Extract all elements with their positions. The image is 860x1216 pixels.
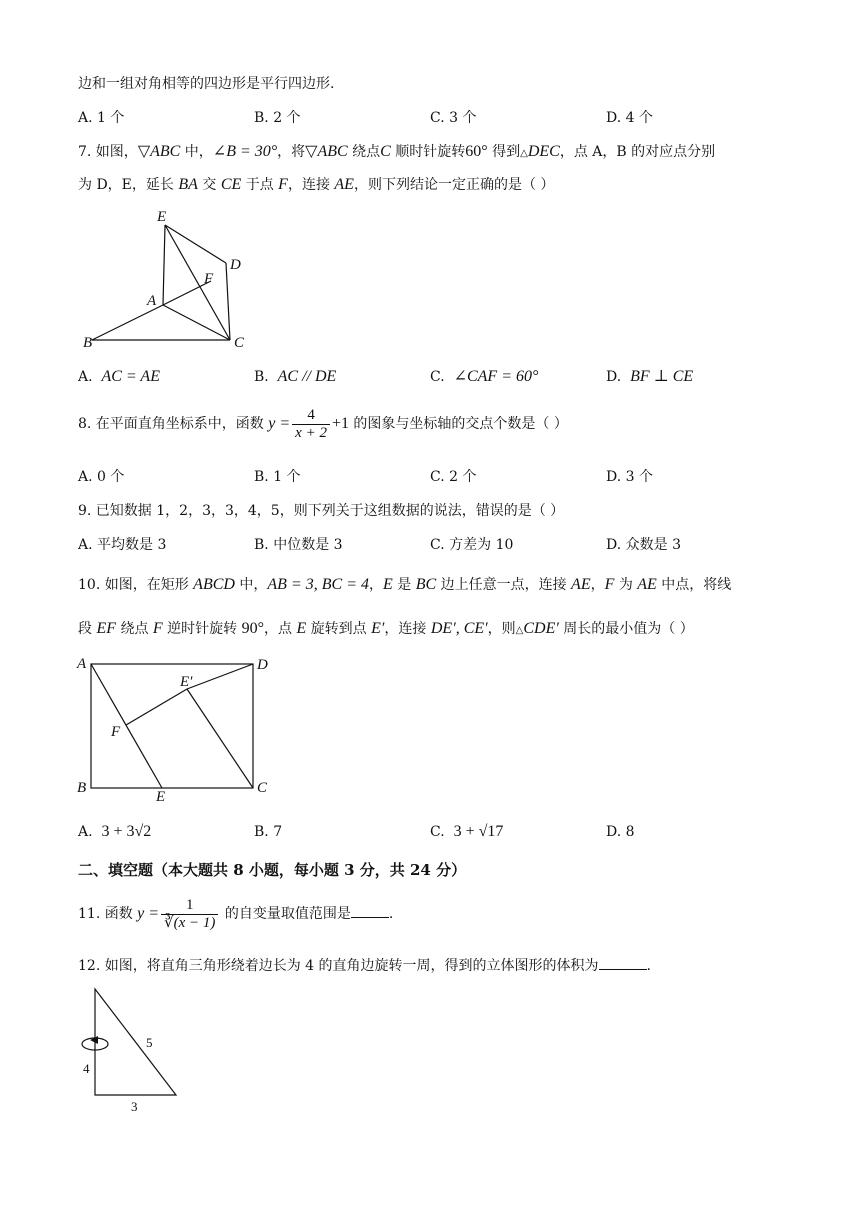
prev-option-d: D. 4 个 — [606, 110, 653, 126]
prev-option-b: B. 2 个 — [254, 110, 301, 126]
q10-label-d: D — [257, 657, 268, 673]
q8-option-a: A. 0 个 — [78, 469, 125, 485]
q11-fraction: $\frac{1}{∛(x - 1)}$ — [161, 897, 218, 932]
q10-label-e: E — [156, 789, 166, 804]
q7-label-d: D — [230, 257, 241, 273]
q9-option-d: D. 众数是 3 — [606, 537, 681, 553]
q7-option-b: B. AC // DE — [254, 368, 337, 385]
q10-label-f: F — [111, 724, 121, 740]
q7-line1: 7. 如图，▽ABC 中，∠B = 30°，将▽ABC 绕点C 顺时针旋转60° 得到△DEC，点 A，B 的对应点分别 — [78, 143, 716, 160]
q12-answer-blank[interactable] — [599, 969, 647, 970]
q7-option-d: D. BF ⊥ CE — [606, 368, 694, 385]
q9-option-c: C. 方差为 10 — [430, 537, 514, 553]
q7-label-f: F — [204, 271, 214, 287]
q7-seg-ba — [92, 305, 163, 340]
q10-seg-epd — [187, 664, 253, 689]
q7-seg-ea — [163, 225, 165, 305]
q7-line2: 为 D，E，延长 BA 交 CE 于点 F，连接 AE，则下列结论一定正确的是（ ） — [78, 176, 555, 193]
q8-option-b: B. 1 个 — [254, 469, 301, 485]
q12-label-leg: 4 — [83, 1061, 90, 1076]
q8-fraction: $\frac{4}{x + 2}$ — [292, 407, 330, 442]
q7-seg-dc — [226, 263, 230, 340]
q10-line2: 段 EF 绕点 F 逆时针旋转 90°，点 E 旋转到点 E′，连接 DE′, CE′，则△CDE′ 周长的最小值为（ ） — [78, 620, 694, 637]
q9-option-b: B. 中位数是 3 — [254, 537, 343, 553]
q10-figure — [74, 652, 274, 804]
q10-label-b: B — [77, 780, 87, 796]
q10-label-ep: E′ — [180, 674, 193, 690]
q10-seg-ae — [91, 664, 162, 788]
prev-option-a: A. 1 个 — [78, 110, 125, 126]
prev-option-c: C. 3 个 — [430, 110, 477, 126]
q12-figure — [74, 985, 184, 1115]
q10-label-a: A — [77, 656, 87, 672]
q8-option-d: D. 3 个 — [606, 469, 653, 485]
q9-option-a: A. 平均数是 3 — [78, 537, 167, 553]
q8-stem: 8. 在平面直角坐标系中，函数 y = $\frac{4}{x + 2}$ +1 的图象与坐标轴的交点个数是（ ） — [78, 406, 568, 441]
q10-line1: 10. 如图，在矩形 ABCD 中，AB = 3, BC = 4，E 是 BC 边上任意一点，连接 AE，F 为 AE 中点，将线 — [78, 576, 732, 593]
q10-option-a: A. 3 + 3√2 — [78, 823, 152, 840]
q7-seg-ed — [165, 225, 226, 263]
q11-stem: 11. 函数 y = $\frac{1}{∛(x - 1)}$ 的自变量取值范围是 . — [78, 896, 394, 931]
q12-label-base: 3 — [131, 1099, 138, 1114]
q7-label-e: E — [157, 209, 167, 225]
q7-label-a: A — [147, 293, 157, 309]
q12-arrowhead-icon — [90, 1036, 98, 1044]
q8-option-c: C. 2 个 — [430, 469, 477, 485]
q12-label-hyp: 5 — [146, 1035, 153, 1050]
q7-label-c: C — [234, 335, 245, 350]
q7-option-a: A. AC = AE — [78, 368, 160, 385]
q10-label-c: C — [257, 780, 268, 796]
q9-stem: 9. 已知数据 1，2，3，3，4，5，则下列关于这组数据的说法，错误的是（ ） — [78, 503, 565, 519]
q7-option-c: C. ∠CAF = 60° — [430, 368, 539, 385]
q7-figure — [80, 205, 260, 350]
q10-seg-epc — [187, 689, 253, 788]
q10-seg-fep — [126, 689, 187, 725]
q10-option-b: B. 7 — [254, 824, 283, 840]
q12-stem: 12. 如图，将直角三角形绕着边长为 4 的直角边旋转一周，得到的立体图形的体积为 . — [78, 958, 651, 974]
q10-option-d: D. 8 — [606, 824, 635, 840]
q7-label-b: B — [83, 335, 93, 350]
section-heading: 二、填空题（本大题共 8 小题，每小题 3 分，共 24 分） — [78, 861, 467, 879]
q11-answer-blank[interactable] — [351, 917, 389, 918]
prev-question-line: 边和一组对角相等的四边形是平行四边形. — [78, 76, 335, 92]
q10-option-c: C. 3 + √17 — [430, 823, 504, 840]
